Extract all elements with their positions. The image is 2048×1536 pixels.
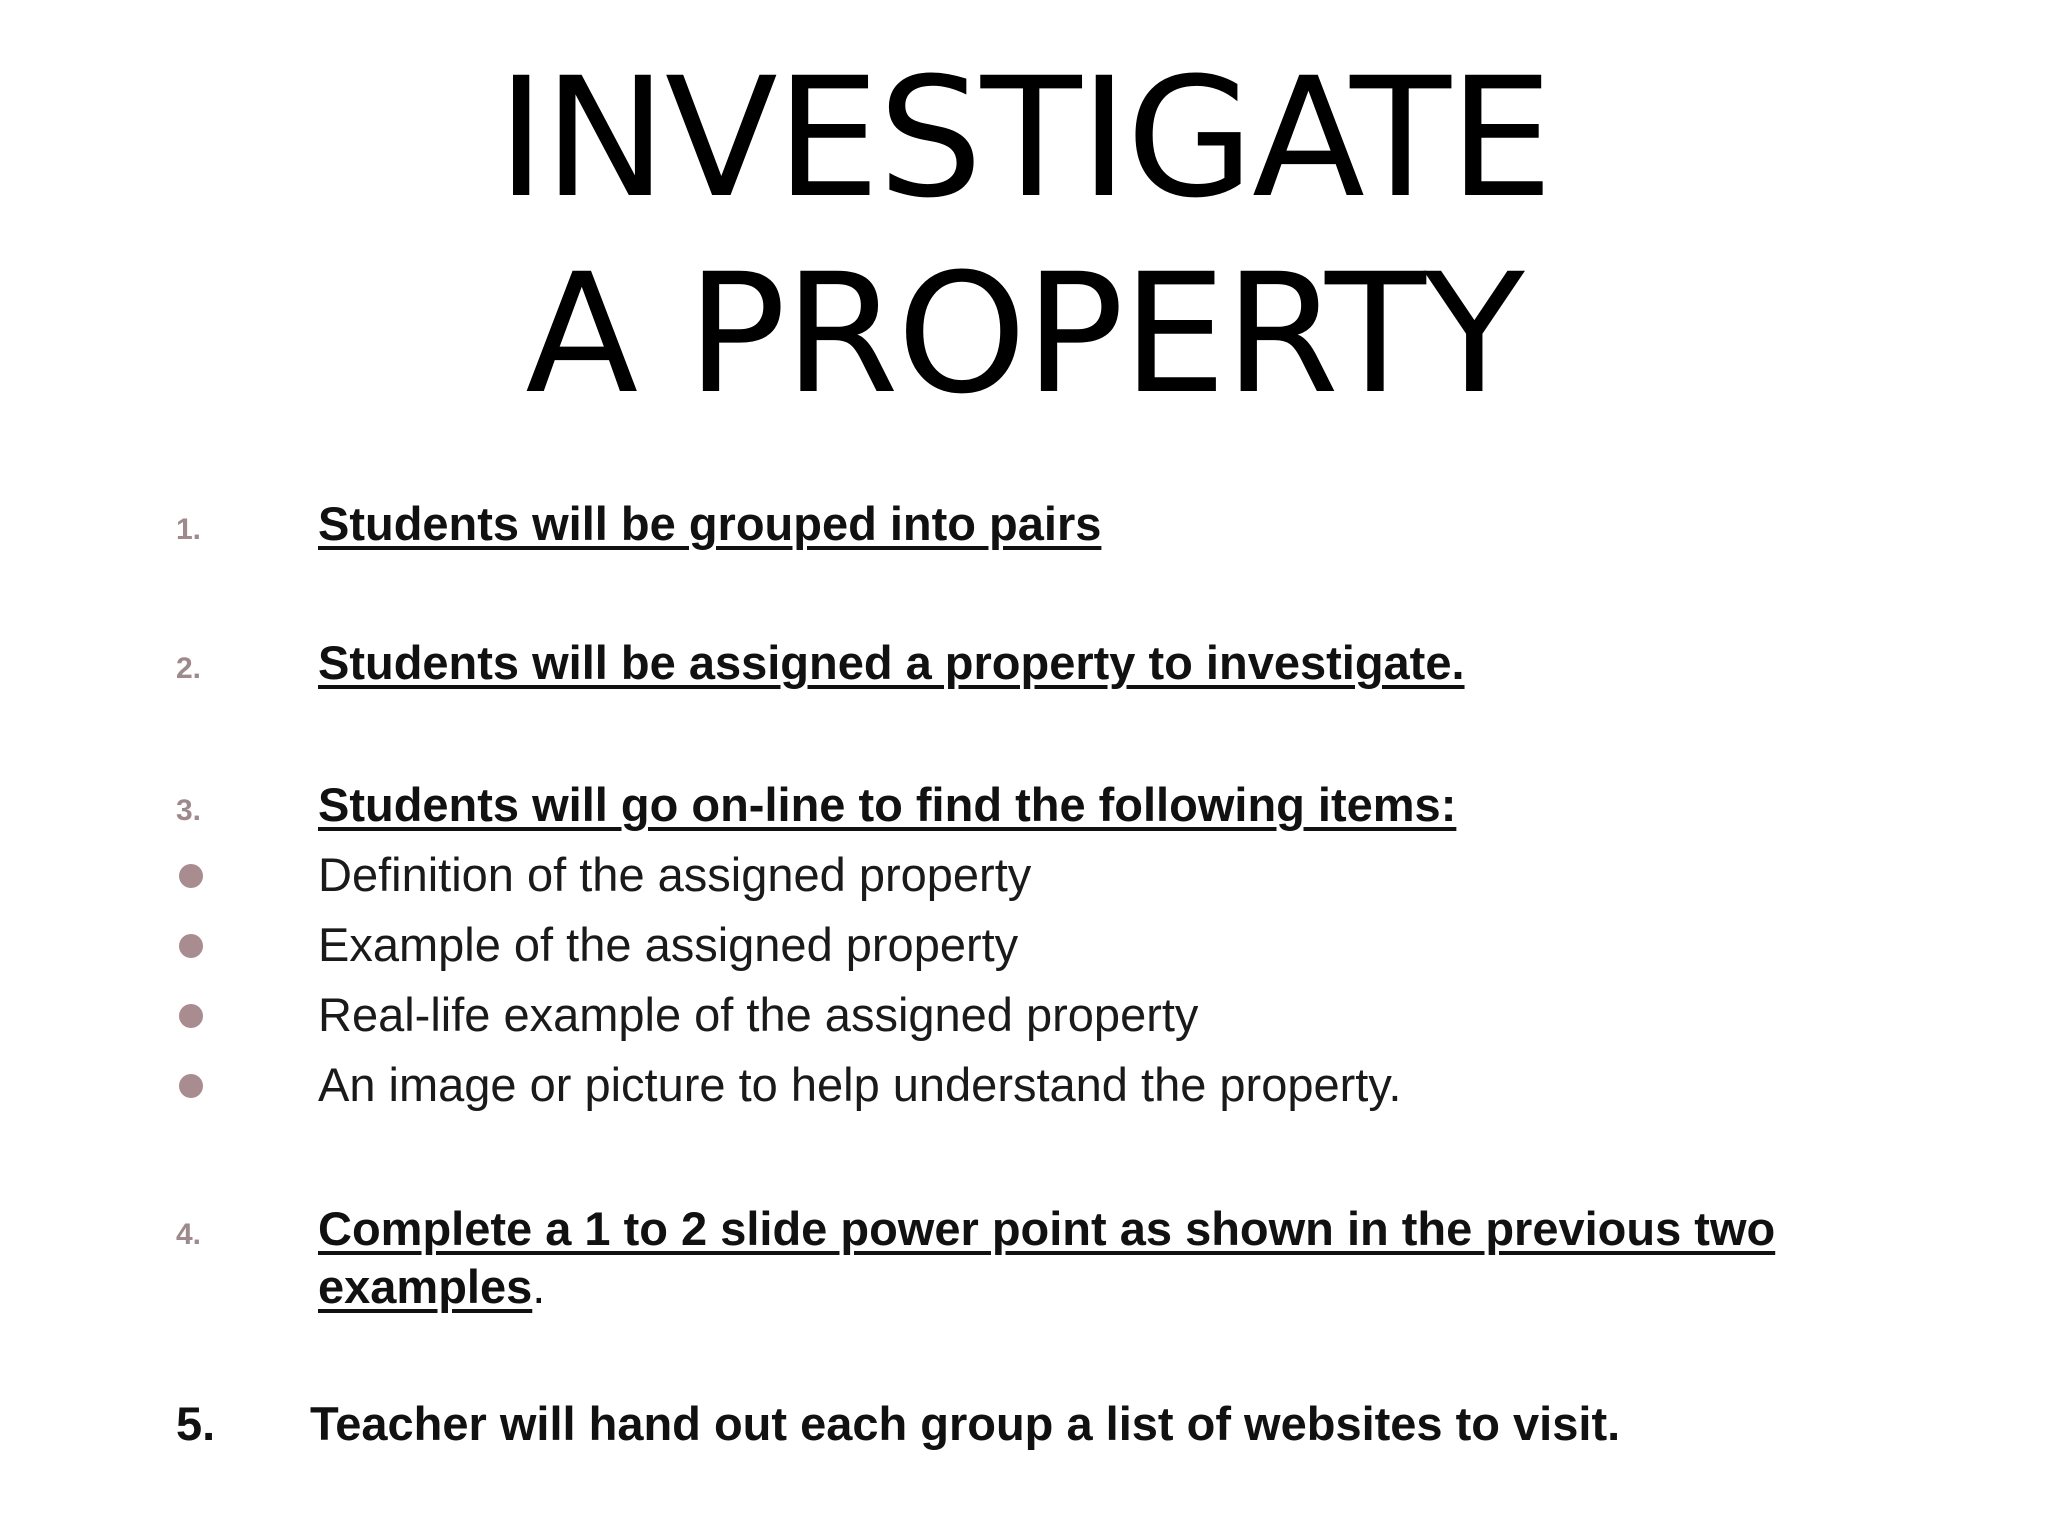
bullet-dot-icon	[179, 1004, 203, 1028]
step-number: 5.	[176, 1397, 216, 1450]
bullet-dot-icon	[179, 864, 203, 888]
bullet-text: Real-life example of the assigned property	[318, 988, 1199, 1041]
step-text: Students will be assigned a property to investigate.	[318, 636, 1465, 689]
slide-title	[0, 40, 2048, 432]
step-number: 2.	[176, 652, 202, 685]
step-text-tail: .	[532, 1260, 546, 1313]
title-line-2: A PROPERTY	[525, 238, 1523, 430]
step-number: 3.	[176, 794, 202, 827]
step-text: Teacher will hand out each group a list of websites to visit.	[310, 1397, 1621, 1450]
bullet-dot-icon	[179, 934, 203, 958]
step-text-line-2	[318, 1258, 545, 1316]
title-line-1: INVESTIGATE	[496, 42, 1552, 234]
step-text: Students will go on-line to find the following items:	[318, 778, 1457, 831]
bullet-text: An image or picture to help understand the property.	[318, 1058, 1402, 1111]
step-text: Students will be grouped into pairs	[318, 497, 1102, 550]
step-text-line-1: Complete a 1 to 2 slide power point as shown in the previous two	[318, 1202, 1776, 1255]
bullet-text: Definition of the assigned property	[318, 848, 1032, 901]
bullet-dot-icon	[179, 1074, 203, 1098]
step-number: 4.	[176, 1218, 202, 1251]
step-number: 1.	[176, 513, 202, 546]
step-text-underlined: examples	[318, 1260, 533, 1313]
bullet-text: Example of the assigned property	[318, 918, 1019, 971]
